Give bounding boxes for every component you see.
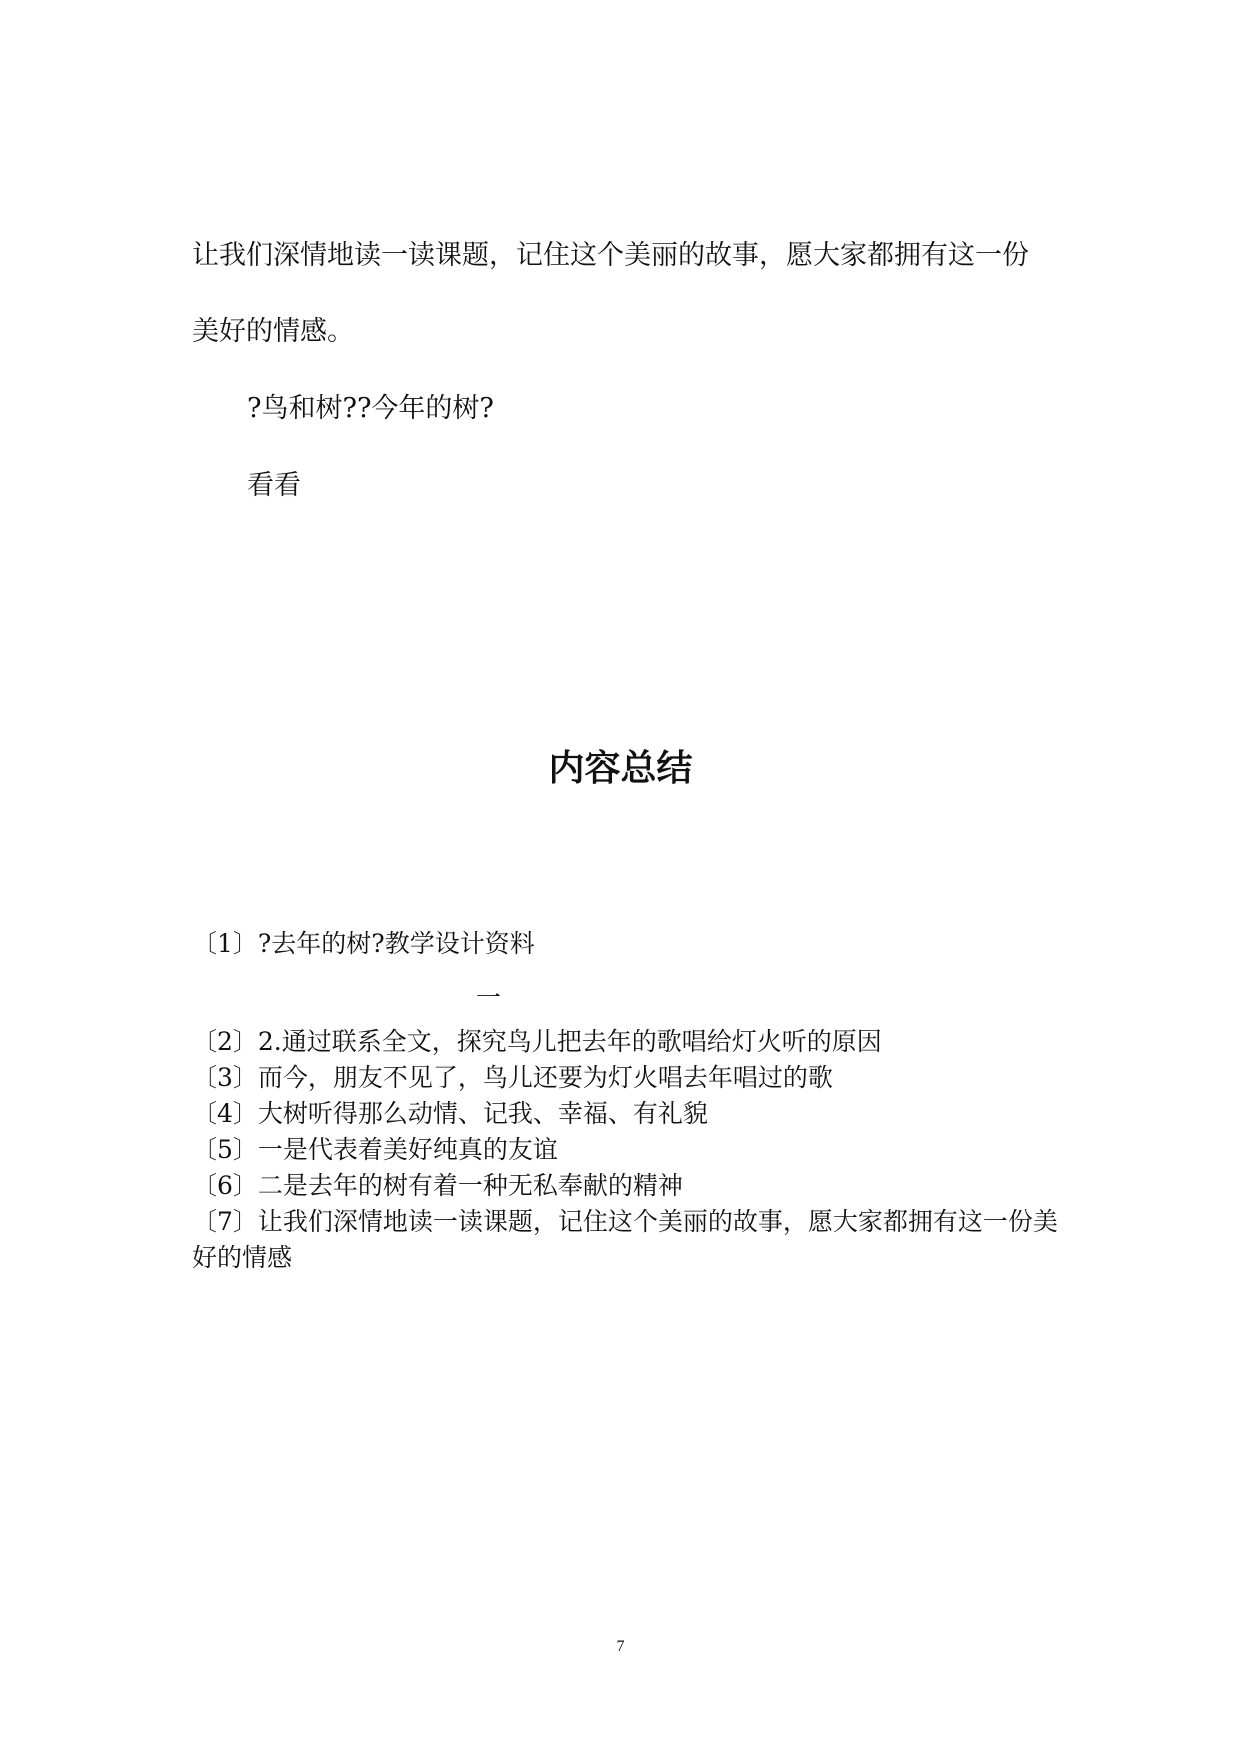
body-line-bird-and-tree: ?鸟和树??今年的树? xyxy=(247,393,494,424)
summary-item-4: 〔4〕大树听得那么动情、记我、幸福、有礼貌 xyxy=(192,1099,708,1128)
summary-item-2: 〔2〕2.通过联系全文，探究鸟儿把去年的歌唱给灯火听的原因 xyxy=(192,1027,882,1056)
summary-item-1: 〔1〕?去年的树?教学设计资料 xyxy=(192,929,535,958)
summary-item-5: 〔5〕一是代表着美好纯真的友谊 xyxy=(192,1135,558,1164)
summary-dash: 一 xyxy=(476,983,502,1012)
summary-title: 内容总结 xyxy=(548,748,693,789)
body-line-look: 看看 xyxy=(247,470,301,501)
summary-item-7: 〔7〕让我们深情地读一读课题，记住这个美丽的故事，愿大家都拥有这一份美好的情感 xyxy=(192,1207,1058,1272)
summary-item-6: 〔6〕二是去年的树有着一种无私奉献的精神 xyxy=(192,1171,683,1200)
page-number: 7 xyxy=(616,1638,625,1655)
body-paragraph: 让我们深情地读一读课题，记住这个美丽的故事，愿大家都拥有这一份美好的情感。 xyxy=(192,240,1029,347)
summary-item-3: 〔3〕而今，朋友不见了，鸟儿还要为灯火唱去年唱过的歌 xyxy=(192,1063,833,1092)
summary-list xyxy=(192,1024,1072,1276)
